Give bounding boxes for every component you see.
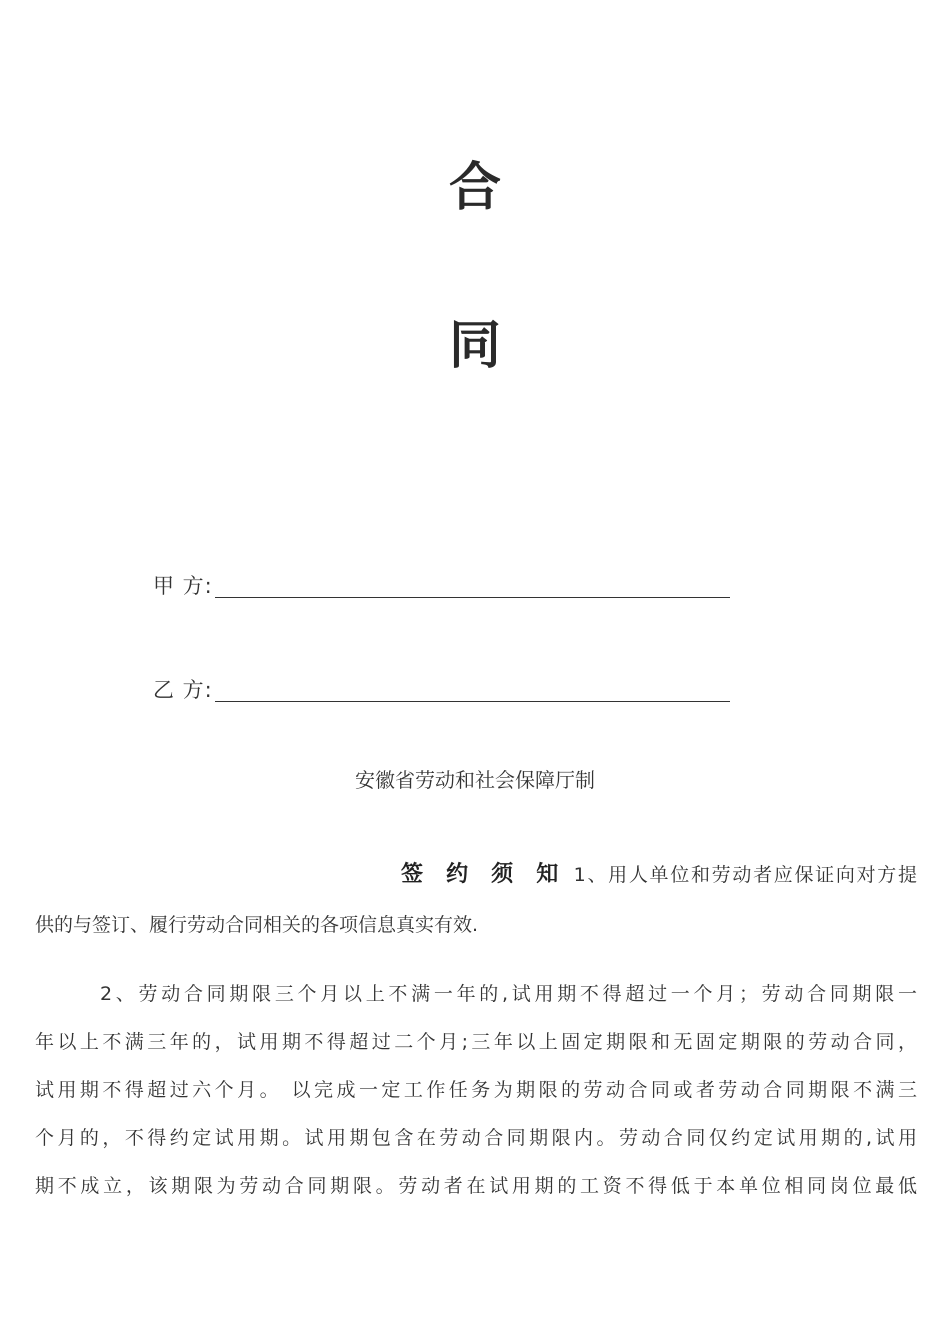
party-b-label: 乙 方:: [153, 678, 213, 702]
party-a-blank-line[interactable]: [215, 577, 730, 598]
signing-notice: [35, 850, 917, 950]
clause2-line: 年以上不满三年的，试用期不得超过二个月;三年以上固定期限和无固定期限的劳动合同，: [35, 1031, 917, 1053]
party-b-row: [153, 672, 730, 704]
party-b-blank-line[interactable]: [215, 681, 730, 702]
clause-2: [35, 970, 917, 1210]
issuer-text: 安徽省劳动和社会保障厅制: [355, 768, 595, 792]
party-a-row: [153, 568, 730, 600]
title-char-2: 同: [448, 315, 501, 376]
clause2-line: 期不成立，该期限为劳动合同期限。劳动者在试用期的工资不得低于本单位相同岗位最低: [35, 1175, 917, 1197]
party-a-label: 甲 方:: [153, 574, 213, 598]
title-char-1: 合: [448, 157, 501, 218]
clause2-line: 试用期不得超过六个月。 以完成一定工作任务为期限的劳动合同或者劳动合同期限不满三: [35, 1079, 917, 1101]
clause2-line: 个月的，不得约定试用期。试用期包含在劳动合同期限内。劳动合同仅约定试用期的,试用: [35, 1127, 917, 1149]
notice-item1-line1: 1、用人单位和劳动者应保证向对方提: [573, 864, 917, 886]
notice-first-line: [35, 850, 917, 900]
clause2-line: 2、劳动合同期限三个月以上不满一年的,试用期不得超过一个月；劳动合同期限一: [100, 983, 917, 1005]
notice-item1-line2: 供的与签订、履行劳动合同相关的各项信息真实有效.: [35, 914, 479, 936]
notice-heading: 签 约 须 知: [401, 862, 566, 887]
